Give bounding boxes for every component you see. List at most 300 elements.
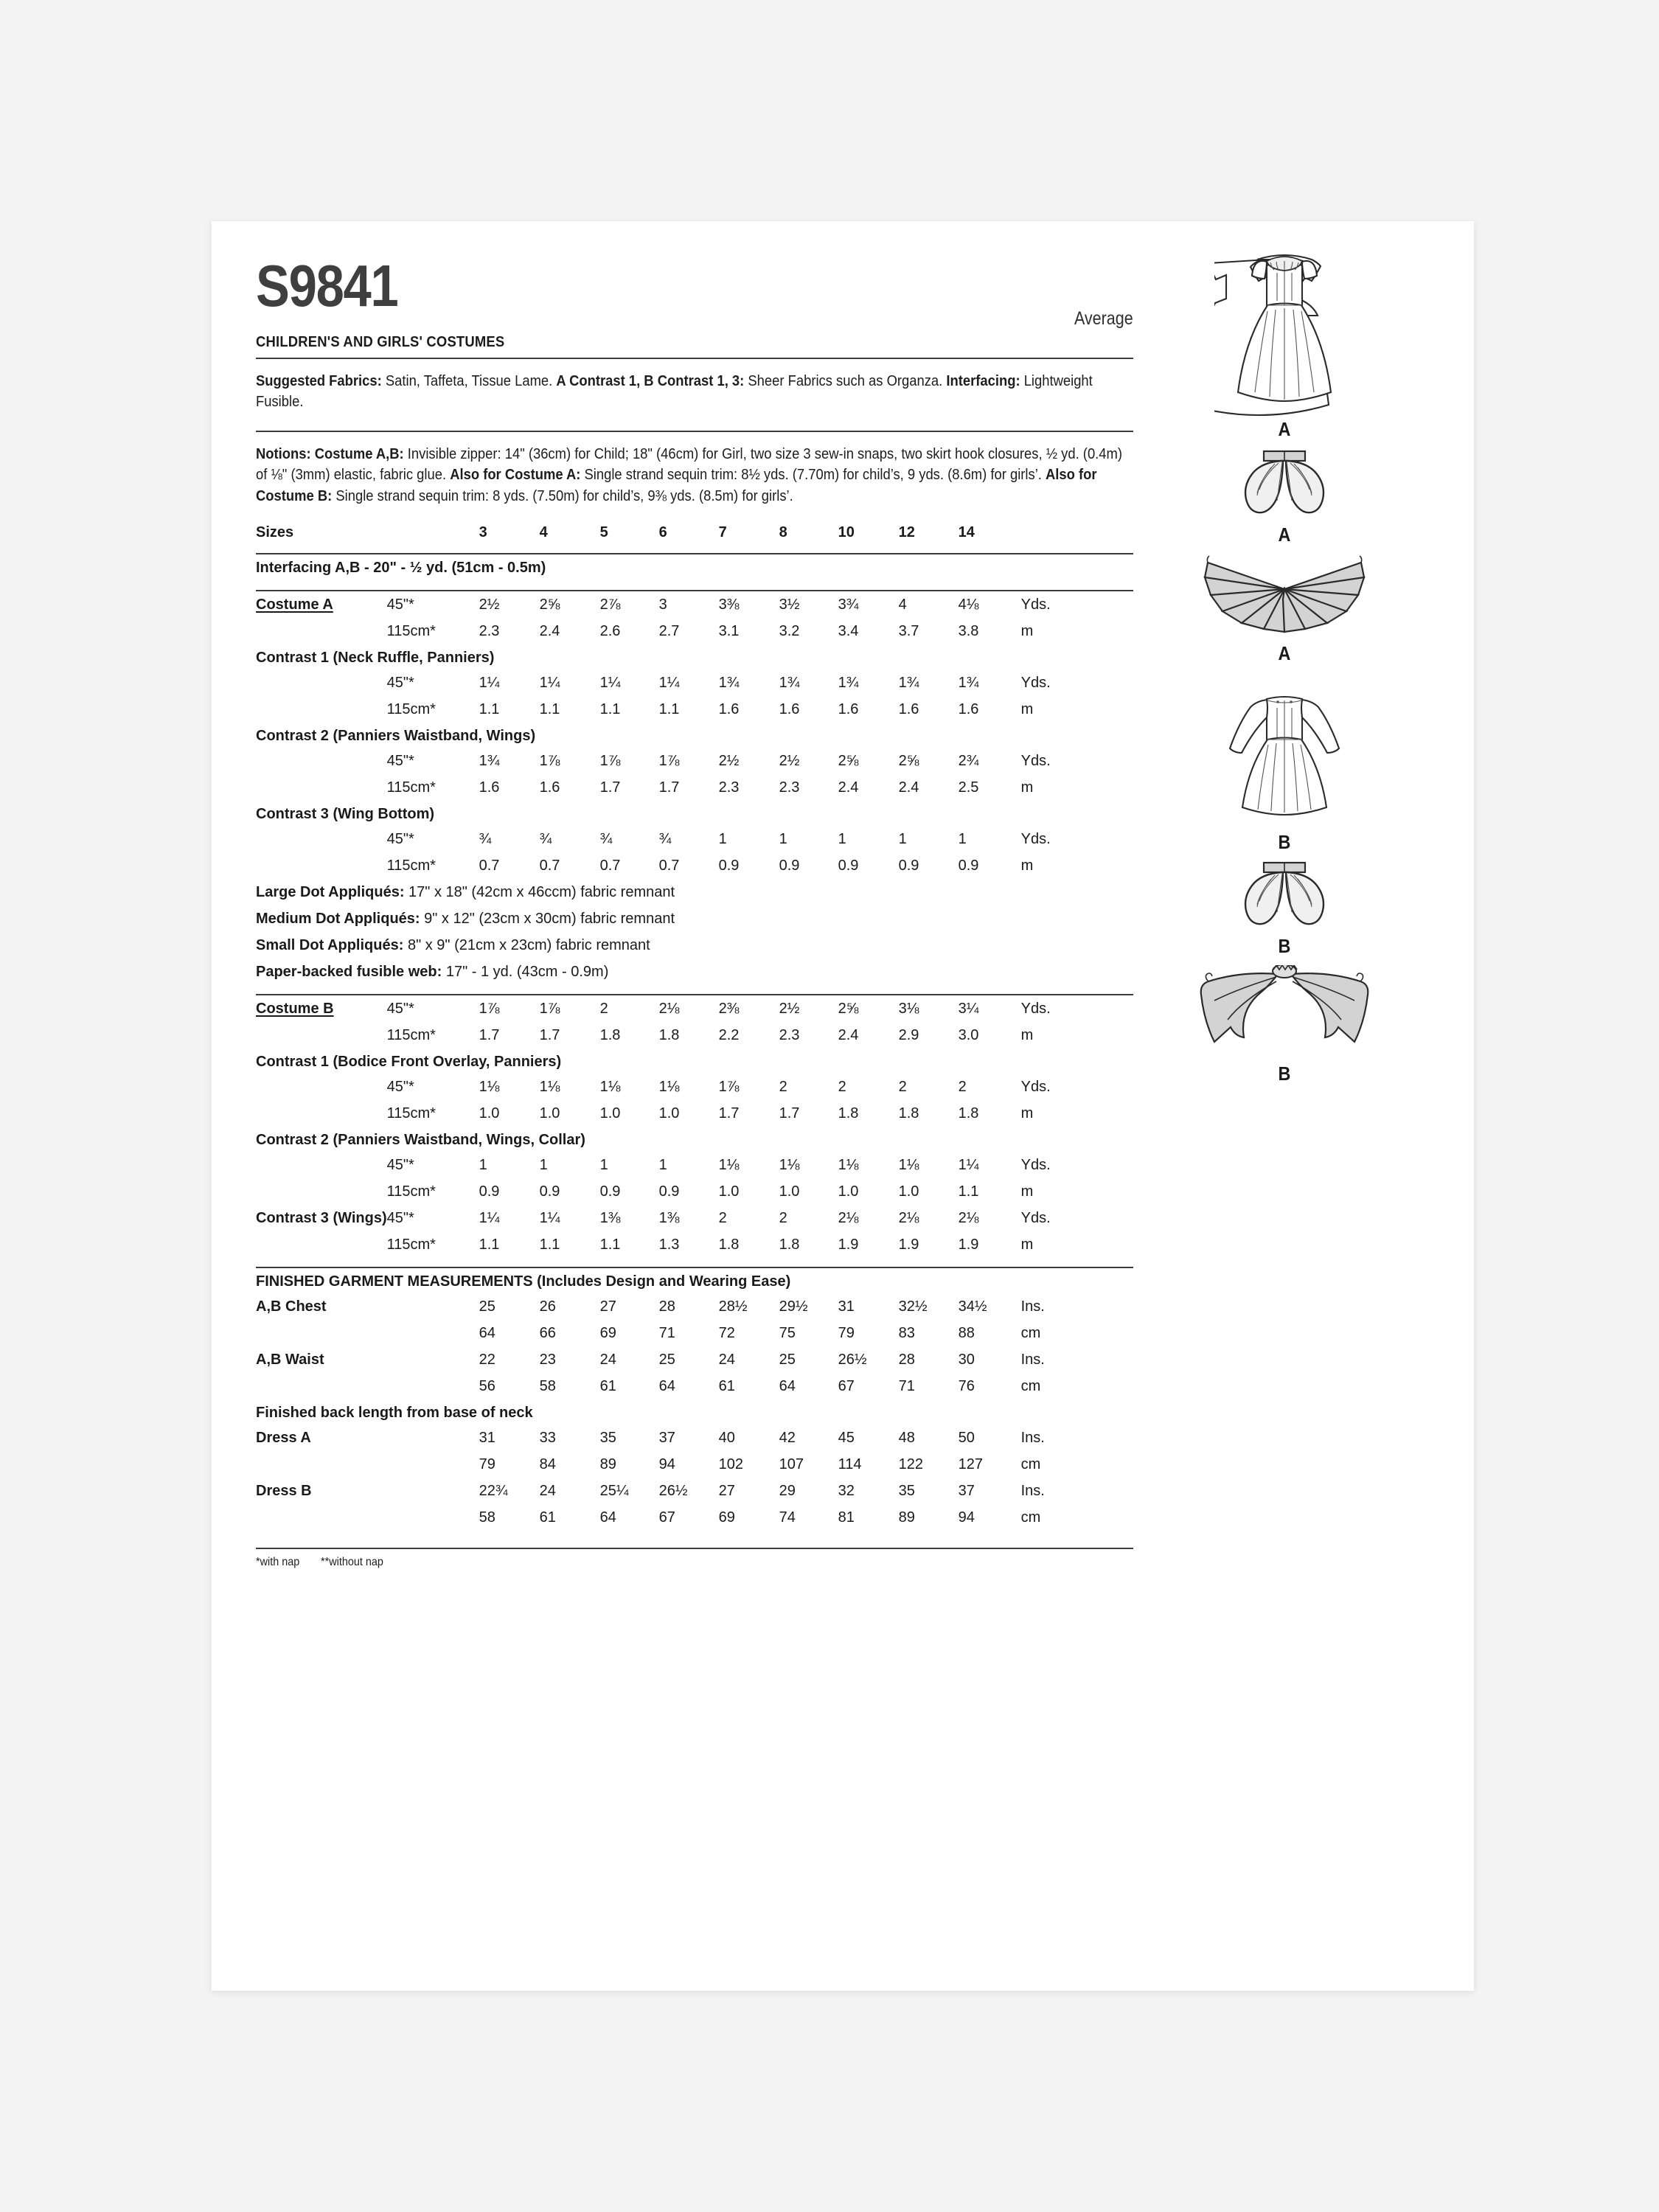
finished-section-label: Finished back length from base of neck [256, 1404, 533, 1421]
table-row [256, 779, 1133, 806]
costume-b-value-size-6: 2⅛ [658, 1000, 680, 1017]
applique-row [256, 884, 1133, 911]
applique-label-3: Paper-backed fusible web: [256, 963, 442, 980]
costume-a-value-size-6: 2.7 [658, 622, 680, 639]
costume-b-value-size-5: 1⅜ [599, 1209, 621, 1226]
applique-text-3: 17" - 1 yd. (43cm - 0.9m) [442, 963, 609, 980]
costume-a-row-label-empty [256, 753, 387, 779]
interfacing-label: Interfacing: [946, 373, 1020, 389]
finished-unit: Ins. [1020, 1351, 1045, 1368]
costume-b-row-label-empty [256, 1157, 387, 1183]
costume-a-value-size-4: 1.1 [539, 700, 560, 717]
pattern-number: S9841 [256, 253, 398, 319]
applique-label-0: Large Dot Appliqués: [256, 883, 405, 900]
table-divider [256, 586, 1133, 597]
finished-value-size-8: 107 [779, 1455, 804, 1472]
costume-b-value-size-7: 2 [718, 1209, 727, 1226]
costume-a-unit: m [1020, 779, 1034, 796]
finished-row-label: Dress B [256, 1482, 312, 1499]
costume-a-value-size-6: 1.1 [658, 700, 680, 717]
illustration-label-dress-b: B [1278, 831, 1291, 853]
costume-b-value-size-8: 1.8 [779, 1236, 800, 1253]
costume-a-value-size-3: 1.1 [479, 700, 500, 717]
costume-b-unit: m [1020, 1236, 1034, 1253]
sizes-header-row [256, 524, 1133, 549]
costume-a-value-size-14: 1 [958, 830, 967, 847]
finished-value-size-6: 26½ [658, 1482, 688, 1499]
costume-a-value-size-6: 3 [658, 596, 667, 613]
costume-b-value-size-7: 1.0 [718, 1183, 740, 1200]
costume-a-fabric-width: 115cm* [386, 622, 436, 639]
finished-value-size-14: 37 [958, 1482, 975, 1499]
costume-b-value-size-12: 1⅛ [898, 1156, 919, 1173]
costume-b-value-size-10: 2⅛ [838, 1209, 859, 1226]
costume-b-section-label: Contrast 1 (Bodice Front Overlay, Panniers) [256, 1053, 562, 1070]
size-header-6: 6 [658, 524, 667, 540]
costume-b-value-size-6: 1⅜ [658, 1209, 680, 1226]
table-row [256, 1352, 1133, 1378]
costume-a-value-size-7: 1.6 [718, 700, 740, 717]
finished-value-size-3: 58 [479, 1509, 495, 1526]
finished-value-size-14: 34½ [958, 1298, 987, 1315]
costume-b-value-size-12: 3⅛ [898, 1000, 919, 1017]
finished-value-size-4: 84 [539, 1455, 556, 1472]
size-header-3: 3 [479, 524, 487, 540]
costume-a-fabric-width: 115cm* [386, 779, 436, 796]
illustration-panniers-b [1137, 860, 1432, 958]
costume-a-value-size-10: 3¾ [838, 596, 859, 613]
finished-value-size-10: 67 [838, 1377, 855, 1394]
finished-value-size-10: 81 [838, 1509, 855, 1526]
costume-b-fabric-width: 115cm* [386, 1105, 436, 1121]
costume-b-value-size-8: 1.7 [779, 1105, 800, 1121]
costume-a-value-size-5: 1¼ [599, 674, 621, 691]
costume-b-value-size-3: 1¼ [479, 1209, 500, 1226]
finished-value-size-4: 24 [539, 1482, 556, 1499]
applique-label-1: Medium Dot Appliqués: [256, 910, 420, 927]
category-title: CHILDREN'S AND GIRLS' COSTUMES [256, 333, 505, 350]
table-row [256, 1378, 1133, 1405]
illustration-label-panniers-b: B [1278, 935, 1291, 957]
costume-b-value-size-4: 1.1 [539, 1236, 560, 1253]
finished-measurements-title: FINISHED GARMENT MEASUREMENTS (Includes Design and Wearing Ease) [256, 1273, 791, 1290]
suggested-fabrics-label: Suggested Fabrics: [256, 373, 382, 389]
costume-b-value-size-6: 1⅛ [658, 1078, 680, 1095]
costume-a-fabric-width: 45"* [386, 752, 414, 769]
wings-a-icon [1203, 552, 1366, 641]
costume-a-row-label: Costume A [256, 596, 333, 613]
costume-a-value-size-8: 1.6 [779, 700, 800, 717]
finished-value-size-3: 56 [479, 1377, 495, 1394]
costume-b-unit: Yds. [1020, 1209, 1051, 1226]
costume-a-value-size-14: 1¾ [958, 674, 979, 691]
costume-a-value-size-4: 1⅞ [539, 752, 560, 769]
costume-b-value-size-14: 1¼ [958, 1156, 979, 1173]
finished-value-size-12: 89 [898, 1509, 915, 1526]
costume-b-value-size-14: 1.8 [958, 1105, 979, 1121]
finished-value-size-4: 23 [539, 1351, 556, 1368]
costume-a-section-row [256, 650, 1133, 675]
finished-fabric-width [387, 1325, 479, 1352]
costume-b-value-size-6: 0.9 [658, 1183, 680, 1200]
costume-b-value-size-14: 3¼ [958, 1000, 979, 1017]
finished-value-size-8: 42 [779, 1429, 796, 1446]
table-row [256, 1183, 1133, 1210]
costume-b-value-size-10: 1.0 [838, 1183, 859, 1200]
costume-b-value-size-8: 2.3 [779, 1026, 800, 1043]
costume-b-value-size-4: 1⅛ [539, 1078, 560, 1095]
finished-value-size-8: 29 [779, 1482, 796, 1499]
costume-a-value-size-10: 1¾ [838, 674, 859, 691]
costume-a-row-label-empty [256, 675, 387, 701]
costume-a-value-size-8: 2½ [779, 752, 800, 769]
finished-unit: cm [1020, 1509, 1041, 1526]
finished-value-size-4: 61 [539, 1509, 556, 1526]
finished-value-size-3: 22 [479, 1351, 495, 1368]
costume-b-section-row [256, 1132, 1133, 1157]
table-divider [256, 549, 1133, 560]
finished-value-size-5: 25¼ [599, 1482, 629, 1499]
costume-a-value-size-12: 4 [898, 596, 907, 613]
size-header-5: 5 [599, 524, 608, 540]
costume-a-value-size-5: 1.1 [599, 700, 621, 717]
costume-b-value-size-3: 1⅛ [479, 1078, 500, 1095]
illustration-label-wings-b: B [1278, 1062, 1291, 1085]
finished-fabric-width [387, 1456, 479, 1483]
size-header-14: 14 [958, 524, 975, 540]
table-row [256, 1325, 1133, 1352]
finished-value-size-8: 74 [779, 1509, 796, 1526]
costume-a-fabric-width: 45"* [386, 596, 414, 613]
costume-b-value-size-14: 3.0 [958, 1026, 979, 1043]
costume-a-value-size-8: 2.3 [779, 779, 800, 796]
finished-value-size-3: 22¾ [479, 1482, 508, 1499]
finished-value-size-4: 66 [539, 1324, 556, 1341]
costume-b-value-size-8: 1⅛ [779, 1156, 800, 1173]
applique-row [256, 911, 1133, 937]
costume-b-value-size-6: 1.3 [658, 1236, 680, 1253]
costume-b-value-size-3: 0.9 [479, 1183, 500, 1200]
costume-b-value-size-4: 1 [539, 1156, 548, 1173]
panniers-b-icon [1233, 860, 1336, 933]
panniers-a-icon [1233, 448, 1336, 522]
costume-b-unit: m [1020, 1026, 1034, 1043]
costume-a-row-label-empty [256, 701, 387, 728]
costume-b-value-size-10: 1⅛ [838, 1156, 859, 1173]
costume-a-value-size-7: 3⅜ [718, 596, 740, 613]
finished-value-size-6: 71 [658, 1324, 675, 1341]
costume-b-row-label-empty [256, 1105, 387, 1132]
finished-value-size-14: 50 [958, 1429, 975, 1446]
size-header-8: 8 [779, 524, 787, 540]
illustration-panniers-a [1137, 448, 1432, 546]
also-costume-b-label: Also for Costume B: [256, 467, 1097, 504]
costume-a-value-size-7: 1 [718, 830, 727, 847]
finished-unit: Ins. [1020, 1429, 1045, 1446]
costume-a-value-size-6: ¾ [658, 830, 672, 847]
costume-b-value-size-10: 1.9 [838, 1236, 859, 1253]
pattern-envelope-page [212, 221, 1474, 1991]
header [256, 253, 1133, 329]
size-header-10: 10 [838, 524, 855, 540]
interfacing-text: Lightweight Fusible. [256, 373, 1093, 411]
finished-value-size-10: 45 [838, 1429, 855, 1446]
illustration-label-dress-a: A [1278, 418, 1291, 440]
finished-row-label: A,B Waist [256, 1351, 324, 1368]
finished-value-size-3: 64 [479, 1324, 495, 1341]
applique-text-2: 8" x 9" (21cm x 23cm) fabric remnant [403, 936, 650, 953]
costume-b-value-size-12: 1.8 [898, 1105, 919, 1121]
applique-line-0 [256, 884, 1133, 911]
costume-a-value-size-3: 2½ [479, 596, 500, 613]
finished-value-size-10: 79 [838, 1324, 855, 1341]
costume-b-unit: Yds. [1020, 1078, 1051, 1095]
costume-b-value-size-12: 1.0 [898, 1183, 919, 1200]
finished-value-size-4: 58 [539, 1377, 556, 1394]
costume-a-value-size-4: 1¼ [539, 674, 560, 691]
costume-a-value-size-8: 1¾ [779, 674, 800, 691]
costume-a-value-size-6: 0.7 [658, 857, 680, 874]
costume-b-value-size-7: 1.7 [718, 1105, 740, 1121]
finished-value-size-5: 35 [599, 1429, 616, 1446]
costume-b-value-size-7: 2⅜ [718, 1000, 740, 1017]
costume-b-value-size-3: 1.0 [479, 1105, 500, 1121]
costume-b-row-label: Costume B [256, 1000, 334, 1017]
costume-a-value-size-4: 1.6 [539, 779, 560, 796]
dress-a-icon [1214, 243, 1354, 417]
costume-b-value-size-14: 2 [958, 1078, 967, 1095]
costume-b-value-size-5: 2 [599, 1000, 608, 1017]
costume-b-value-size-4: 1.0 [539, 1105, 560, 1121]
costume-a-value-size-10: 0.9 [838, 857, 859, 874]
costume-b-section-row [256, 1054, 1133, 1079]
costume-b-value-size-6: 1.0 [658, 1105, 680, 1121]
finished-value-size-8: 64 [779, 1377, 796, 1394]
costume-b-value-size-3: 1.1 [479, 1236, 500, 1253]
table-row [256, 701, 1133, 728]
notions-text: Invisible zipper: 14" (36cm) for Child; 18" (46cm) for Girl, two size 3 sew-in snaps, two skirt hook closures, ½ yd. (0.4m) of ⅛" (3mm) elastic, fabric glue. [256, 445, 1122, 484]
finished-value-size-12: 122 [898, 1455, 923, 1472]
finished-row-label: Dress A [256, 1429, 311, 1446]
finished-value-size-7: 69 [718, 1509, 735, 1526]
finished-value-size-7: 72 [718, 1324, 735, 1341]
costume-b-value-size-4: 1.7 [539, 1026, 560, 1043]
costume-b-unit: m [1020, 1105, 1034, 1121]
costume-b-value-size-8: 2 [779, 1209, 787, 1226]
costume-a-section-row [256, 728, 1133, 753]
table-row [256, 1079, 1133, 1105]
finished-value-size-6: 28 [658, 1298, 675, 1315]
costume-a-value-size-7: 0.9 [718, 857, 740, 874]
finished-value-size-7: 24 [718, 1351, 735, 1368]
costume-b-value-size-7: 1.8 [718, 1236, 740, 1253]
finished-row-label-empty [256, 1378, 387, 1405]
costume-a-value-size-10: 2⅝ [838, 752, 859, 769]
costume-a-unit: m [1020, 700, 1034, 717]
table-row [256, 831, 1133, 858]
finished-value-size-6: 25 [658, 1351, 675, 1368]
table-row [256, 858, 1133, 884]
applique-line-3 [256, 964, 1133, 990]
also-costume-a-text: Single strand sequin trim: 8½ yds. (7.70m) for child’s, 9 yds. (8.6m) for girls’. [580, 467, 1046, 484]
costume-a-value-size-8: 1 [779, 830, 787, 847]
table-row [256, 1237, 1133, 1263]
illustration-dress-b [1137, 686, 1432, 854]
wings-b-icon [1200, 965, 1369, 1061]
costume-a-value-size-3: 0.7 [479, 857, 500, 874]
costume-a-row-label-empty [256, 831, 387, 858]
interfacing-row [256, 560, 1133, 586]
costume-b-fabric-width: 115cm* [386, 1236, 436, 1253]
finished-value-size-14: 30 [958, 1351, 975, 1368]
costume-a-fabric-width: 115cm* [386, 857, 436, 874]
table-row [256, 1105, 1133, 1132]
costume-b-value-size-3: 1 [479, 1156, 487, 1173]
costume-b-value-size-14: 1.1 [958, 1183, 979, 1200]
sizes-label: Sizes [256, 524, 294, 540]
costume-b-value-size-8: 2½ [779, 1000, 800, 1017]
costume-b-value-size-5: 1.1 [599, 1236, 621, 1253]
costume-a-value-size-10: 1 [838, 830, 846, 847]
size-header-7: 7 [718, 524, 727, 540]
finished-row-label-empty [256, 1325, 387, 1352]
finished-value-size-5: 27 [599, 1298, 616, 1315]
contrast-fabrics-text: Sheer Fabrics such as Organza. [744, 373, 947, 389]
finished-section-row [256, 1405, 1133, 1430]
finished-value-size-12: 32½ [898, 1298, 928, 1315]
finished-value-size-5: 89 [599, 1455, 616, 1472]
costume-b-value-size-12: 2 [898, 1078, 907, 1095]
finished-fabric-width [387, 1430, 479, 1456]
costume-b-row-label: Contrast 3 (Wings) [256, 1209, 387, 1226]
costume-a-section-label: Contrast 1 (Neck Ruffle, Panniers) [256, 649, 495, 666]
costume-a-value-size-12: 2.4 [898, 779, 919, 796]
costume-a-value-size-10: 3.4 [838, 622, 859, 639]
costume-a-value-size-3: 1¼ [479, 674, 500, 691]
costume-a-row-label-empty [256, 623, 387, 650]
finished-value-size-14: 127 [958, 1455, 983, 1472]
table-row [256, 1157, 1133, 1183]
costume-a-unit: Yds. [1020, 752, 1051, 769]
finished-fabric-width [387, 1483, 479, 1509]
unit-header [1021, 524, 1133, 549]
size-header-4: 4 [539, 524, 548, 540]
costume-b-value-size-4: 1⅞ [539, 1000, 560, 1017]
illustration-label-panniers-a: A [1278, 524, 1291, 546]
costume-b-fabric-width: 45"* [386, 1209, 414, 1226]
finished-value-size-8: 29½ [779, 1298, 808, 1315]
table-divider [256, 1263, 1133, 1273]
costume-b-fabric-width: 115cm* [386, 1026, 436, 1043]
costume-b-value-size-8: 1.0 [779, 1183, 800, 1200]
finished-unit: cm [1020, 1455, 1041, 1472]
costume-b-value-size-7: 1⅛ [718, 1156, 740, 1173]
costume-a-value-size-14: 4⅛ [958, 596, 979, 613]
finished-value-size-14: 94 [958, 1509, 975, 1526]
finished-value-size-7: 102 [718, 1455, 743, 1472]
illustration-wings-b [1137, 965, 1432, 1085]
finished-value-size-3: 79 [479, 1455, 495, 1472]
costume-a-value-size-10: 2.4 [838, 779, 859, 796]
with-nap-note: *with nap [256, 1555, 300, 1568]
costume-a-unit: Yds. [1020, 674, 1051, 691]
costume-b-value-size-12: 1.9 [898, 1236, 919, 1253]
finished-unit: cm [1020, 1324, 1041, 1341]
costume-b-value-size-6: 1 [658, 1156, 667, 1173]
finished-value-size-12: 48 [898, 1429, 915, 1446]
costume-a-value-size-8: 0.9 [779, 857, 800, 874]
table-divider [256, 990, 1133, 1001]
costume-a-value-size-12: 2⅝ [898, 752, 919, 769]
applique-line-2 [256, 937, 1133, 964]
costume-b-row-label-empty [256, 1027, 387, 1054]
costume-a-value-size-12: 3.7 [898, 622, 919, 639]
finished-value-size-3: 31 [479, 1429, 495, 1446]
table-row [256, 675, 1133, 701]
costume-b-value-size-10: 2⅝ [838, 1000, 859, 1017]
finished-value-size-5: 24 [599, 1351, 616, 1368]
costume-a-value-size-3: ¾ [479, 830, 492, 847]
costume-b-row-label-empty [256, 1183, 387, 1210]
costume-a-row-label-empty [256, 858, 387, 884]
table-row [256, 1027, 1133, 1054]
costume-b-value-size-5: 0.9 [599, 1183, 621, 1200]
costume-a-value-size-7: 2½ [718, 752, 740, 769]
contrast-fabrics-label: A Contrast 1, B Contrast 1, 3: [556, 373, 745, 389]
costume-a-value-size-3: 2.3 [479, 622, 500, 639]
costume-a-value-size-4: 2.4 [539, 622, 560, 639]
table-row [256, 1483, 1133, 1509]
costume-a-value-size-5: ¾ [599, 830, 613, 847]
costume-a-unit: m [1020, 857, 1034, 874]
costume-a-value-size-6: 1⅞ [658, 752, 680, 769]
costume-a-value-size-14: 0.9 [958, 857, 979, 874]
table-row [256, 1001, 1133, 1027]
finished-value-size-12: 35 [898, 1482, 915, 1499]
without-nap-note: **without nap [321, 1555, 383, 1568]
costume-a-value-size-12: 1¾ [898, 674, 919, 691]
costume-b-fabric-width: 115cm* [386, 1183, 436, 1200]
applique-row [256, 937, 1133, 964]
finished-value-size-12: 28 [898, 1351, 915, 1368]
yardage-table [256, 524, 1133, 1536]
costume-a-section-row [256, 806, 1133, 831]
costume-a-value-size-5: 1.7 [599, 779, 621, 796]
costume-b-value-size-3: 1.7 [479, 1026, 500, 1043]
costume-b-fabric-width: 45"* [386, 1156, 414, 1173]
finished-value-size-12: 83 [898, 1324, 915, 1341]
illustration-label-wings-a: A [1278, 642, 1291, 664]
costume-b-value-size-12: 2.9 [898, 1026, 919, 1043]
finished-value-size-6: 64 [658, 1377, 675, 1394]
table-row [256, 1298, 1133, 1325]
costume-b-value-size-4: 1¼ [539, 1209, 560, 1226]
finished-value-size-6: 94 [658, 1455, 675, 1472]
also-costume-b-text: Single strand sequin trim: 8 yds. (7.50m) for child’s, 9⅜ yds. (8.5m) for girls’. [332, 487, 793, 504]
costume-a-value-size-8: 3.2 [779, 622, 800, 639]
costume-a-unit: Yds. [1020, 596, 1051, 613]
table-row [256, 1509, 1133, 1536]
costume-b-unit: m [1020, 1183, 1034, 1200]
costume-a-value-size-7: 2.3 [718, 779, 740, 796]
interfacing-label: Interfacing A,B - 20" - ½ yd. (51cm - 0.5m) [256, 559, 546, 576]
costume-a-fabric-width: 45"* [386, 830, 414, 847]
costume-a-section-label: Contrast 3 (Wing Bottom) [256, 805, 435, 822]
costume-a-value-size-4: ¾ [539, 830, 552, 847]
costume-b-value-size-5: 1.8 [599, 1026, 621, 1043]
costume-a-value-size-5: 0.7 [599, 857, 621, 874]
applique-row [256, 964, 1133, 990]
